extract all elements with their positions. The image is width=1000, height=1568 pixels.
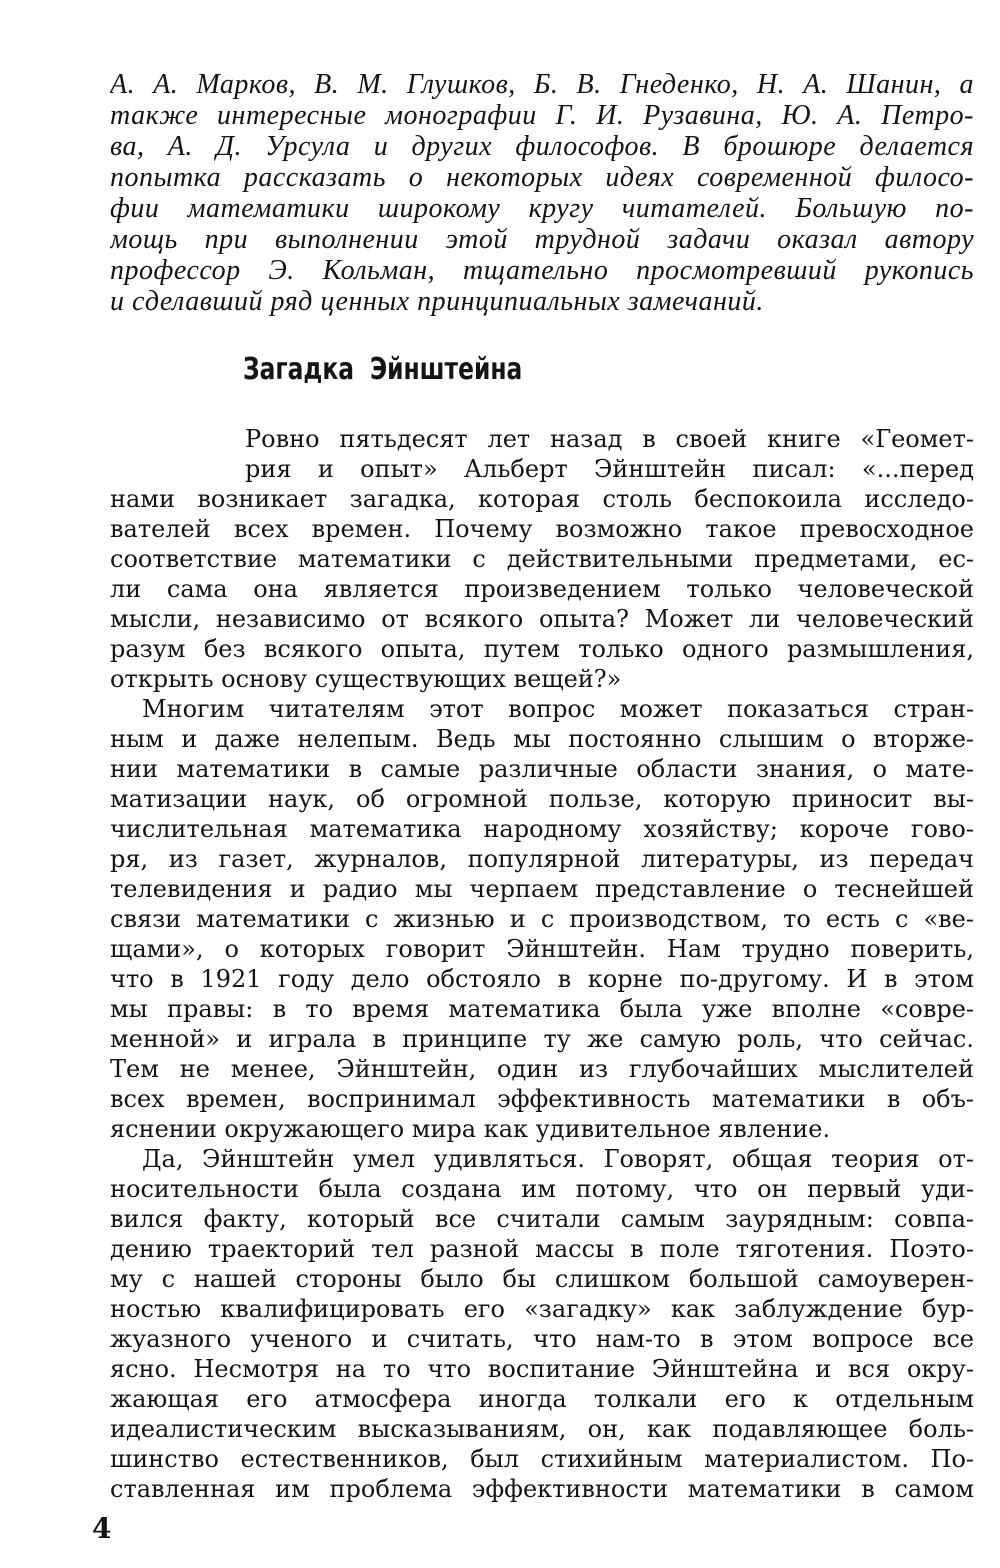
text-line: вателей всех времен. Почему возможно такое превосходное [110, 515, 974, 543]
text-line: матизации наук, об огромной пользе, которую приносит вы- [110, 785, 974, 813]
text-line: Да, Эйнштейн умел удивляться. Говорят, общая теория от- [142, 1145, 974, 1173]
text-line: открыть основу существующих вещей?» [110, 665, 622, 693]
text-line: щами», о которых говорит Эйнштейн. Нам трудно поверить, [110, 935, 974, 963]
text-line: что в 1921 году дело обстояло в корне по-другому. И в этом [110, 965, 974, 993]
intro-line: фии математики широкому кругу читателей. Большую по- [110, 194, 974, 224]
text-line: ли сама она является произведением только человеческой [110, 575, 974, 603]
text-line: ным и даже нелепым. Ведь мы постоянно слышим о вторже- [110, 725, 974, 753]
section-heading: Загадка Эйнштейна [243, 352, 523, 387]
text-line: ставленная им проблема эффективности математики в самом [110, 1475, 974, 1503]
text-line: жающая его атмосфера иногда толкали его к отдельным [110, 1385, 974, 1413]
text-line: связи математики с жизнью и с производством, то есть с «ве- [110, 905, 974, 933]
text-line: дению траекторий тел разной массы в поле тяготения. Поэто- [110, 1235, 974, 1263]
text-line: Тем не менее, Эйнштейн, один из глубочайших мыслителей [110, 1055, 974, 1083]
intro-line: также интересные монографии Г. И. Рузавина, Ю. А. Петро- [110, 101, 974, 131]
intro-line: и сделавший ряд ценных принципиальных замечаний. [110, 287, 764, 317]
text-line: яснении окружающего мира как удивительное явление. [110, 1115, 831, 1143]
text-line: вился факту, который все считали самым заурядным: совпа- [110, 1205, 974, 1233]
text-line: Ровно пятьдесят лет назад в своей книге «Геомет- [245, 425, 974, 453]
text-line: рия и опыт» Альберт Эйнштейн писал: «...перед [245, 455, 974, 483]
text-line: ностью квалифицировать его «загадку» как заблуждение бур- [110, 1295, 974, 1323]
text-line: нии математики в самые различные области знания, о мате- [110, 755, 974, 783]
text-line: Многим читателям этот вопрос может показаться стран- [142, 695, 974, 723]
text-line: разум без всякого опыта, путем только одного размышления, [110, 635, 974, 663]
text-line: нами возникает загадка, которая столь беспокоила исследо- [110, 485, 974, 513]
text-line: идеалистическим высказываниям, он, как подавляющее боль- [110, 1415, 974, 1443]
intro-line: попытка рассказать о некоторых идеях современной филосо- [110, 163, 974, 193]
text-line: телевидения и радио мы черпаем представление о теснейшей [110, 875, 974, 903]
intro-line: мощь при выполнении этой трудной задачи оказал автору [110, 225, 974, 255]
text-line: менной» и играла в принципе ту же самую роль, что сейчас. [110, 1025, 974, 1053]
text-line: шинство естественников, был стихийным материалистом. По- [110, 1445, 974, 1473]
text-line: числительная математика народному хозяйству; короче гово- [110, 815, 974, 843]
text-line: мы правы: в то время математика была уже вполне «совре- [110, 995, 974, 1023]
text-line: ря, из газет, журналов, популярной литературы, из передач [110, 845, 974, 873]
page-number: 4 [92, 1512, 112, 1545]
intro-line: профессор Э. Кольман, тщательно просмотревший рукопись [110, 256, 974, 286]
text-line: всех времен, воспринимал эффективность математики в объ- [110, 1085, 974, 1113]
intro-line: ва, А. Д. Урсула и других философов. В брошюре делается [110, 132, 974, 162]
intro-line: А. А. Марков, В. М. Глушков, Б. В. Гнеденко, Н. А. Шанин, а [110, 70, 974, 100]
text-line: носительности была создана им потому, что он первый уди- [110, 1175, 974, 1203]
text-line: мысли, независимо от всякого опыта? Может ли человеческий [110, 605, 974, 633]
text-line: жуазного ученого и считать, что нам-то в этом вопросе все [110, 1325, 974, 1353]
text-line: соответствие математики с действительными предметами, ес- [110, 545, 974, 573]
text-line: ясно. Несмотря на то что воспитание Эйнштейна и вся окру- [110, 1355, 974, 1383]
text-line: му с нашей стороны было бы слишком большой самоуверен- [110, 1265, 974, 1293]
